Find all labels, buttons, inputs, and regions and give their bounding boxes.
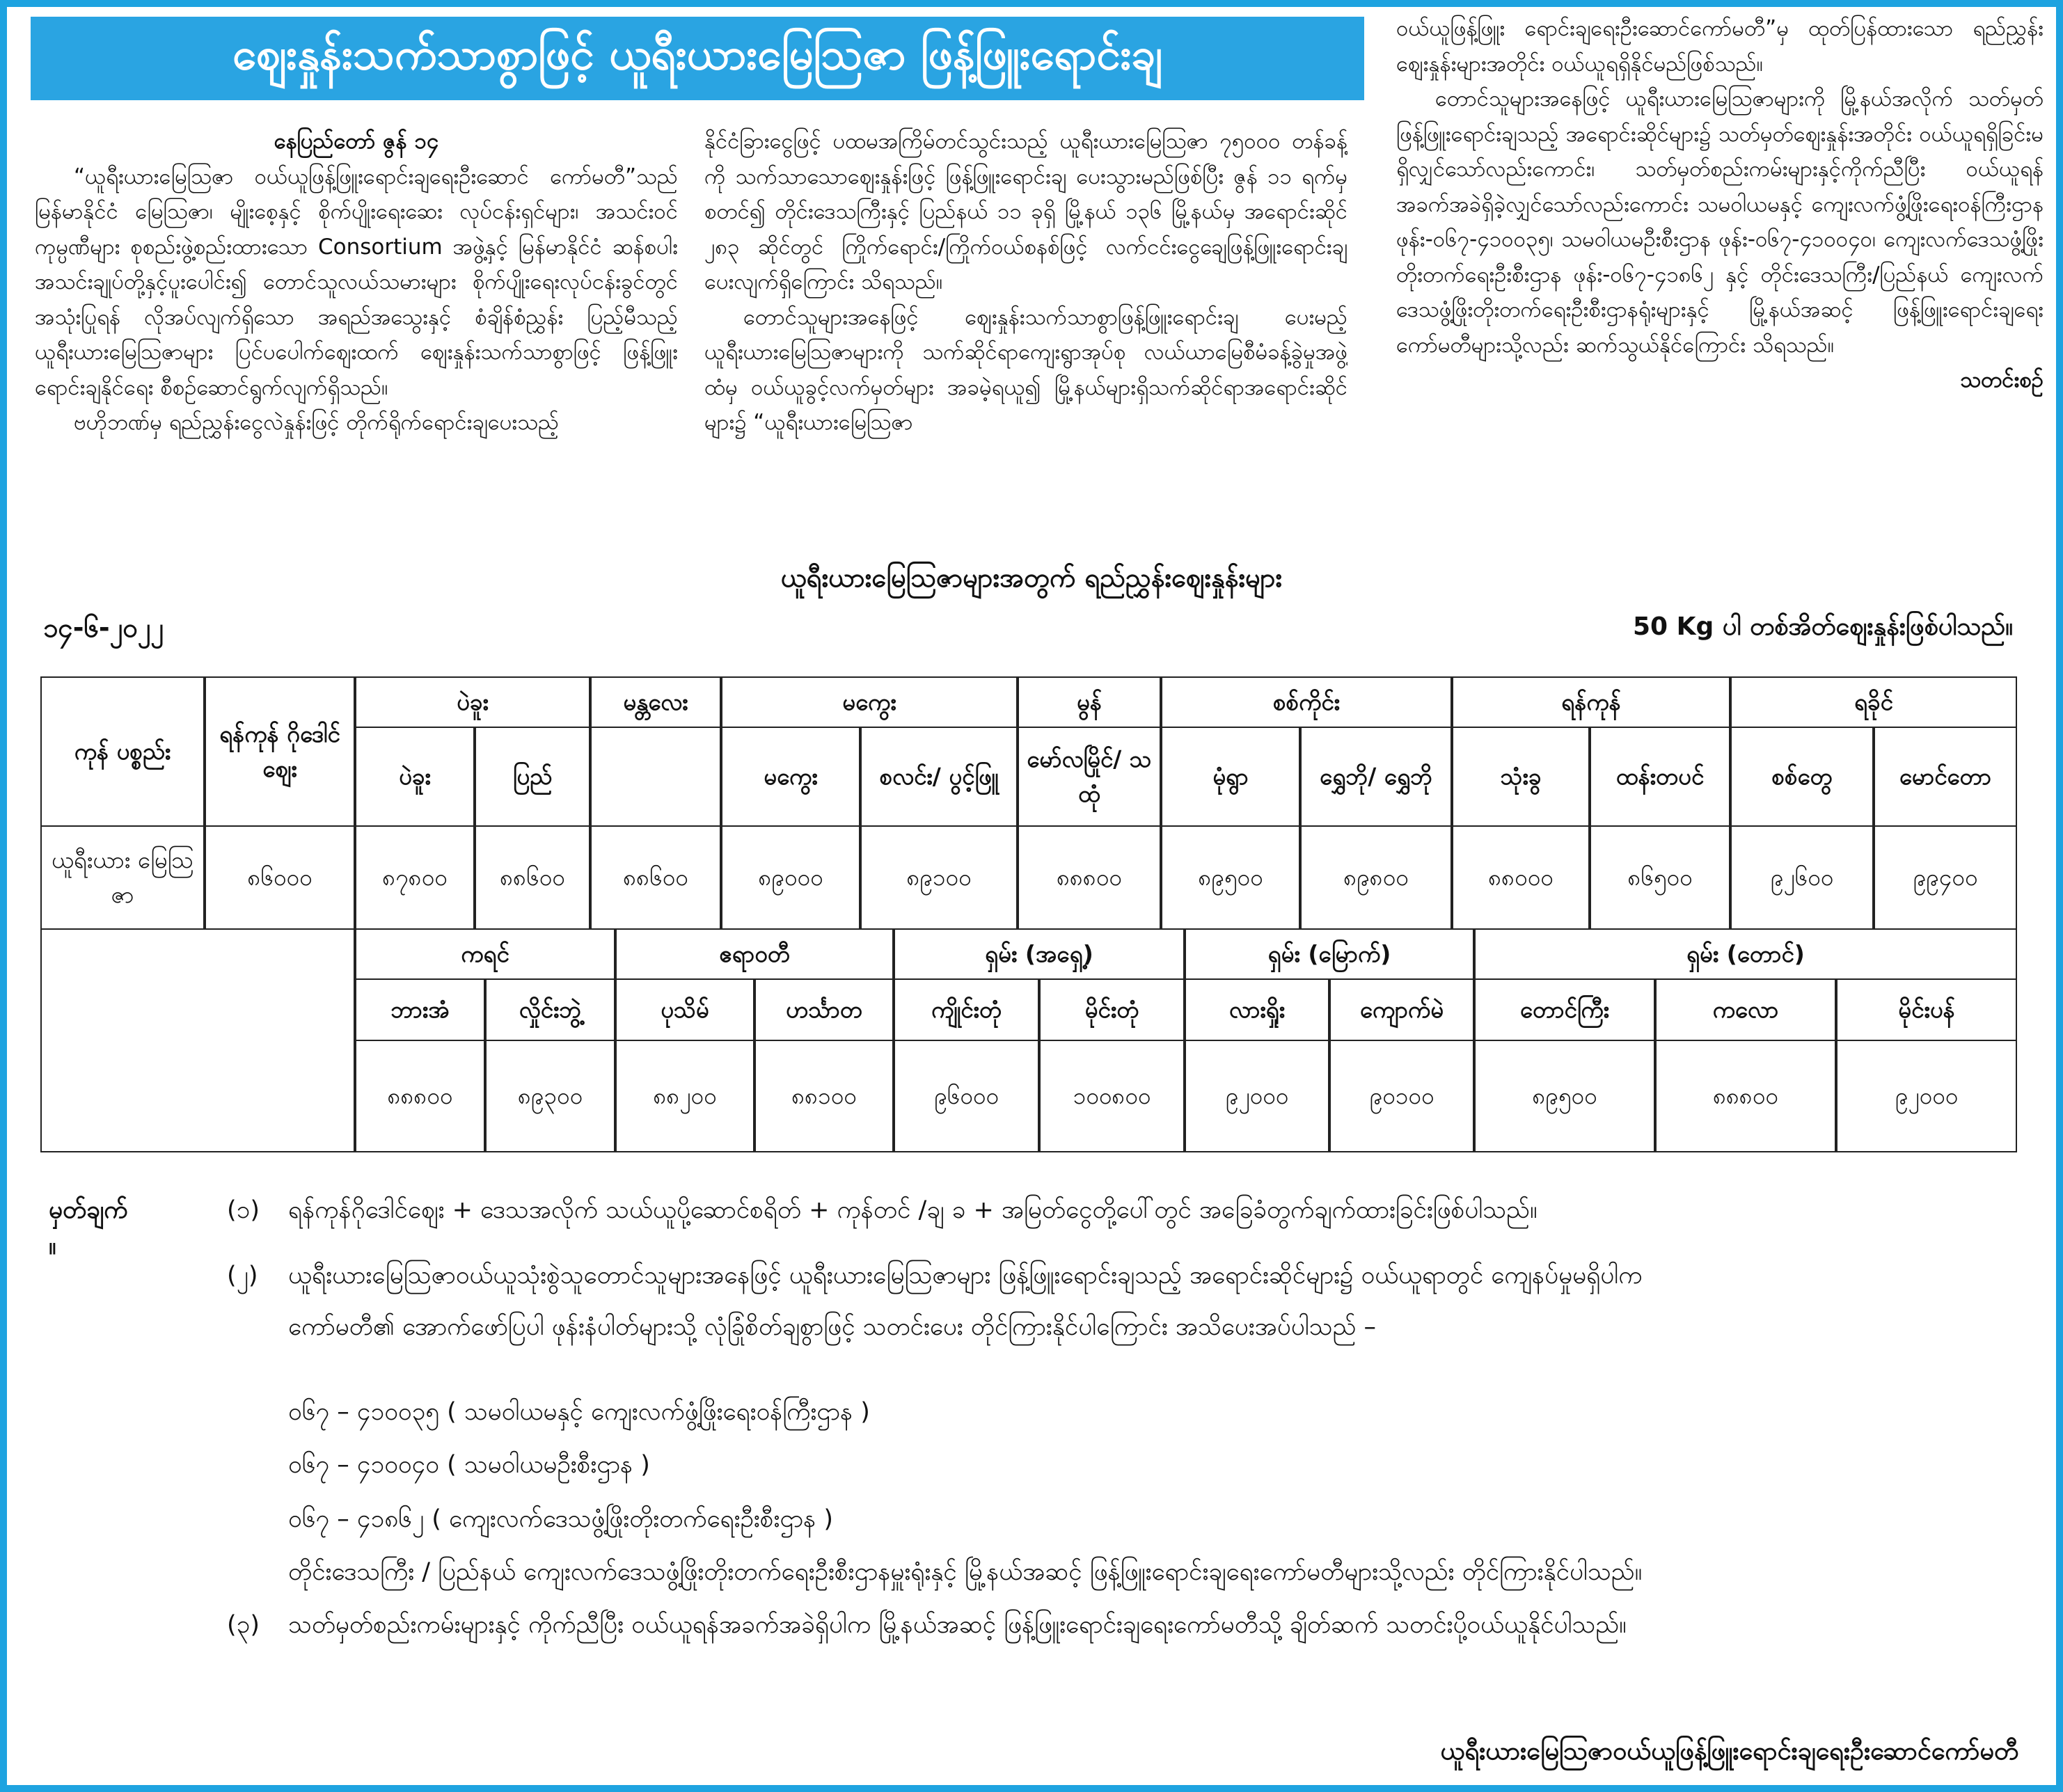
price-unit-note: 50 Kg ပါ တစ်အိတ်ဈေးနှုန်းဖြစ်ပါသည်။ [1632,612,2013,641]
price-cell: ၈၉၃၀၀ [485,1040,615,1152]
article-column-1 [35,124,678,548]
town-header: ပုသိမ် [615,978,754,1041]
dateline: နေပြည်တော် ဇွန် ၁၄ [274,129,439,154]
headline: ဈေးနှုန်းသက်သာစွာဖြင့် ယူရီးယားမြေသြဇာ ဖြန့်ဖြူးရောင်းချ [232,28,1163,79]
town-header: တောင်ကြီး [1474,978,1655,1041]
price-cell: ၈၈၈၀၀ [1655,1040,1836,1152]
table-blank-area [40,928,355,1152]
town-header: မိုင်းပန် [1836,978,2017,1041]
town-header: လားရှိုး [1185,978,1329,1041]
town-header: ကျိုင်းတုံ [894,978,1039,1041]
price-cell: ၈၉၅၀၀ [1474,1040,1655,1152]
town-header: စစ်တွေ [1730,727,1874,827]
town-header: မောင်တော [1874,727,2017,827]
product-name-cell: ယူရီးယား မြေသြဇာ [40,825,205,930]
price-cell: ၈၈၀၀၀ [1452,825,1590,930]
column-header-product: ကုန် ပစ္စည်း [40,676,205,827]
town-header: ဟင်္သာတ [754,978,894,1041]
region-header: မကွေး [721,676,1018,728]
note-text: ရန်ကုန်ဂိုဒေါင်ဈေး + ဒေသအလိုက် သယ်ယူပို့ဆောင်စရိတ် + ကုန်တင် /ချ ခ + အမြတ်ငွေတို့ပေါ်တွင် အခြေခံတွက်ချက်ထားခြင်းဖြစ်ပါသည်။ [288,1196,1538,1224]
region-header: စစ်ကိုင်း [1161,676,1452,728]
price-cell: ၈၈၈၀၀ [1018,825,1161,930]
region-header: ရှမ်း (တောင်) [1474,928,2017,980]
price-cell: ၈၇၈၀၀ [355,825,475,930]
phone-number-entry: ၀၆၇ – ၄၁၈၆၂ ( ကျေးလက်ဒေသဖွံ့ဖြိုးတိုးတက်ရေးဦးစီးဌာန ) [288,1505,834,1533]
price-cell: ၉၂၀၀၀ [1836,1040,2017,1152]
town-header: ပဲခူး [355,727,475,827]
note-text: ကော်မတီ၏ အောက်ဖော်ပြပါ ဖုန်းနံပါတ်များသို့ လုံခြုံစိတ်ချစွာဖြင့် သတင်းပေး တိုင်ကြားနိုင်ပါကြောင်း အသိပေးအပ်ပါသည် – [288,1313,1377,1341]
notes-label: မှတ်ချက် ။ [49,1196,128,1260]
town-header: ပြည် [475,727,590,827]
price-cell: ၈၈၁၀၀ [754,1040,894,1152]
region-header: ဧရာဝတီ [615,928,894,980]
table-heading: ယူရီးယားမြေသြဇာများအတွက် ရည်ညွှန်းဈေးနှုန်းများ [780,562,1283,593]
price-cell: ၉၂၀၀၀ [1185,1040,1329,1152]
article-paragraph: “ယူရီးယားမြေသြဇာ ဝယ်ယူဖြန့်ဖြူးရောင်းချရေးဦးဆောင် ကော်မတီ”သည် မြန်မာနိုင်ငံ မြေသြဇာ၊ မျိုးစေ့နှင့် စိုက်ပျိုးရေးဆေး လုပ်ငန်းရှင်များ၊ အသင်းဝင်ကုမ္ပဏီများ စုစည်းဖွဲ့စည်းထားသော Consortium အဖွဲ့နှင့် မြန်မာနိုင်ငံ ဆန်စပါးအသင်းချုပ်တို့နှင့်ပူးပေါင်း၍ တောင်သူလယ်သမားများ စိုက်ပျိုးရေးလုပ်ငန်းခွင်တွင် အသုံးပြုရန် လိုအပ်လျက်ရှိသော အရည်အသွေးနှင့် စံချိန်စံညွှန်း ပြည့်မီသည့် ယူရီးယားမြေသြဇာများ ပြင်ပပေါက်ဈေးထက် ဈေးနှုန်းသက်သာစွာဖြင့် ဖြန့်ဖြူးရောင်းချနိုင်ရေး စီစဉ်ဆောင်ရွက်လျက်ရှိသည်။ [35,164,678,400]
price-cell: ၉၉၄၀၀ [1874,825,2017,930]
town-header-empty [590,727,721,827]
town-header: မုံရွာ [1161,727,1300,827]
region-header: မန္တလေး [590,676,721,728]
price-cell: ၈၉၁၀၀ [860,825,1018,930]
town-header: သုံးခွ [1452,727,1590,827]
note-text: သတ်မှတ်စည်းကမ်းများနှင့် ကိုက်ညီပြီး ဝယ်ယူရန်အခက်အခဲရှိပါက မြို့နယ်အဆင့် ဖြန့်ဖြူးရောင်းချရေးကော်မတီသို့ ချိတ်ဆက် သတင်းပို့ဝယ်ယူနိုင်ပါသည်။ [288,1611,1627,1639]
town-header: လှိုင်းဘွဲ့ [485,978,615,1041]
price-cell: ၉၆၀၀၀ [894,1040,1039,1152]
town-header: ရွှေဘို/ ရွှေဘို [1300,727,1452,827]
note-text: တိုင်းဒေသကြီး / ပြည်နယ် ကျေးလက်ဒေသဖွံ့ဖြိုးတိုးတက်ရေးဦးစီးဌာနမှူးရုံးနှင့် မြို့နယ်အဆင့် ဖြန့်ဖြူးရောင်းချရေးကော်မတီများသို့လည်း တိုင်ကြားနိုင်ပါသည်။ [288,1558,1643,1586]
region-header: ရခိုင် [1730,676,2017,728]
note-number: (၂) [227,1262,258,1290]
article-paragraph: နိုင်ငံခြားငွေဖြင့် ပထမအကြိမ်တင်သွင်းသည့် ယူရီးယားမြေသြဇာ ၇၅၀၀၀ တန်ခန့်ကို သက်သာသောဈေးနှုန်းဖြင့် ဖြန့်ဖြူးရောင်းချ ပေးသွားမည်ဖြစ်ပြီး ဇွန် ၁၁ ရက်မှစတင်၍ တိုင်းဒေသကြီးနှင့် ပြည်နယ် ၁၁ ခုရှိ မြို့နယ် ၁၃၆ မြို့နယ်မှ အရောင်းဆိုင် ၂၈၃ ဆိုင်တွင် ကြိုက်ရောင်း/ကြိုက်ဝယ်စနစ်ဖြင့် လက်ငင်းငွေချေဖြန့်ဖြူးရောင်းချ ပေးလျက်ရှိကြောင်း သိရသည်။ [704,129,1347,294]
headline-banner [31,17,1364,100]
region-header: ရန်ကုန် [1452,676,1730,728]
town-header: မိုင်းတုံ [1039,978,1185,1041]
town-header: မကွေး [721,727,860,827]
article-paragraph: ဝယ်ယူဖြန့်ဖြူး ရောင်းချရေးဦးဆောင်ကော်မတီ”မှ ထုတ်ပြန်ထားသော ရည်ညွှန်းဈေးနှုန်းများအတိုင်း ဝယ်ယူရရှိနိုင်မည်ဖြစ်သည်။ [1396,16,2044,77]
price-cell: ၉၂၆၀၀ [1730,825,1874,930]
price-cell: ၈၈၆၀၀ [590,825,721,930]
article-column-3 [1396,11,2044,547]
byline: သတင်းစဉ် [1960,367,2044,393]
price-cell: ၈၉၀၀၀ [721,825,860,930]
town-header: စလင်း/ ပွင့်ဖြူ [860,727,1018,827]
price-cell: ၈၉၅၀၀ [1161,825,1300,930]
phone-number-entry: ၀၆၇ – ၄၁၀၀၄၀ ( သမဝါယမဦးစီးဌာန ) [288,1451,650,1479]
region-header: ရှမ်း (အရှေ့) [894,928,1185,980]
price-cell: ၈၈၂၀၀ [615,1040,754,1152]
town-header: ဘားအံ [355,978,485,1041]
price-cell: ၈၈၈၀၀ [355,1040,485,1152]
region-header: ကရင် [355,928,615,980]
article-paragraph: ဗဟိုဘဏ်မှ ရည်ညွှန်းငွေလဲနှုန်းဖြင့် တိုက်ရိုက်ရောင်းချပေးသည့် [74,410,560,435]
town-header: ကျောက်မဲ [1329,978,1474,1041]
region-header: ရှမ်း (မြောက်) [1185,928,1474,980]
town-header: ထန်းတပင် [1590,727,1730,827]
yangon-godown-price: ၈၆၀၀၀ [205,825,355,930]
price-cell: ၁၀၀၈၀၀ [1039,1040,1185,1152]
article-paragraph: တောင်သူများအနေဖြင့် ဈေးနှုန်းသက်သာစွာဖြန့်ဖြူးရောင်းချ ပေးမည့် ယူရီးယားမြေသြဇာများကို သက်ဆိုင်ရာကျေးရွာအုပ်စု လယ်ယာမြေစီမံခန့်ခွဲမှုအဖွဲ့ထံမှ ဝယ်ယူခွင့်လက်မှတ်များ အခမဲ့ရယူ၍ မြို့နယ်များရှိသက်ဆိုင်ရာအရောင်းဆိုင်များ၌ “ယူရီးယားမြေသြဇာ [704,304,1347,435]
price-date: ၁၄-၆-၂၀၂၂ [43,612,164,643]
town-header: မော်လမြိုင်/ သထုံ [1018,727,1161,827]
note-number: (၃) [227,1611,260,1639]
column-header-yangon-godown: ရန်ကုန် ဂိုဒေါင်ဈေး [205,676,355,827]
town-header: ကလော [1655,978,1836,1041]
note-text: ယူရီးယားမြေသြဇာဝယ်ယူသုံးစွဲသူတောင်သူများအနေဖြင့် ယူရီးယားမြေသြဇာများ ဖြန့်ဖြူးရောင်းချသည့် အရောင်းဆိုင်များ၌ ဝယ်ယူရာတွင် ကျေနပ်မှုမရှိပါက [288,1262,1643,1290]
price-cell: ၉၀၁၀၀ [1329,1040,1474,1152]
note-number: (၁) [227,1196,260,1224]
article-column-2 [704,124,1347,548]
region-header: ပဲခူး [355,676,590,728]
region-header: မွန် [1018,676,1161,728]
price-cell: ၈၈၆၀၀ [475,825,590,930]
issuer-signature: ယူရီးယားမြေသြဇာဝယ်ယူဖြန့်ဖြူးရောင်းချရေးဦးဆောင်ကော်မတီ [1440,1737,2018,1766]
article-paragraph: တောင်သူများအနေဖြင့် ယူရီးယားမြေသြဇာများကို မြို့နယ်အလိုက် သတ်မှတ်ဖြန့်ဖြူးရောင်းချသည့် အရောင်းဆိုင်များ၌ သတ်မှတ်ဈေးနှုန်းအတိုင်း ဝယ်ယူရရှိခြင်းမရှိလျှင်သော်လည်းကောင်း၊ သတ်မှတ်စည်းကမ်းများနှင့်ကိုက်ညီပြီး ဝယ်ယူရန်အခက်အခဲရှိခဲ့လျှင်သော်လည်းကောင်း သမဝါယမနှင့် ကျေးလက်ဖွံ့ဖြိုးရေးဝန်ကြီးဌာန ဖုန်း-၀၆၇-၄၁၀၀၃၅၊ သမဝါယမဦးစီးဌာန ဖုန်း-၀၆၇-၄၁၀၀၄၀၊ ကျေးလက်ဒေသဖွံ့ဖြိုးတိုးတက်ရေးဦးစီးဌာန ဖုန်း-၀၆၇-၄၁၈၆၂ နှင့် တိုင်းဒေသကြီး/ပြည်နယ် ကျေးလက်ဒေသဖွံ့ဖြိုးတိုးတက်ရေးဦးစီးဌာနရုံးများနှင့် မြို့နယ်အဆင့် ဖြန့်ဖြူးရောင်းချရေးကော်မတီများသို့လည်း ဆက်သွယ်နိုင်ကြောင်း သိရသည်။ [1396,86,2044,358]
price-table [40,676,2017,1178]
phone-number-entry: ၀၆၇ – ၄၁၀၀၃၅ ( သမဝါယမနှင့် ကျေးလက်ဖွံ့ဖြိုးရေးဝန်ကြီးဌာန ) [288,1398,870,1426]
price-cell: ၈၆၅၀၀ [1590,825,1730,930]
price-cell: ၈၉၈၀၀ [1300,825,1452,930]
